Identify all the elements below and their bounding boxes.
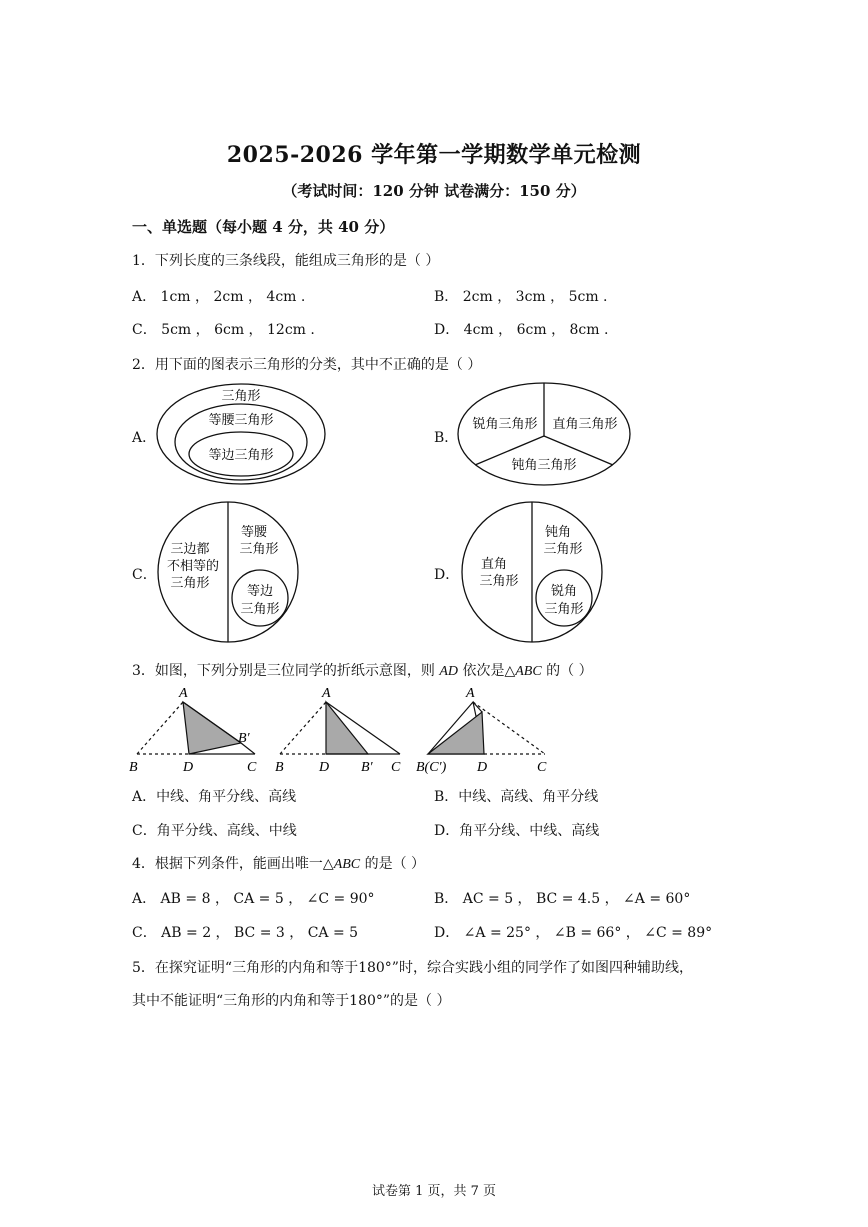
question-3-option-c[interactable]: C．角平分线、高线、中线 [132, 823, 297, 839]
label-equilateral-2: 三角形 [240, 602, 280, 617]
svg-text:A: A [466, 686, 475, 701]
svg-text:A: A [322, 686, 331, 701]
svg-text:C: C [391, 760, 401, 775]
circle-diagram-c [155, 500, 303, 646]
label-equilateral-1: 等边 [246, 584, 274, 599]
svg-text:D: D [477, 760, 488, 775]
label-obtuse: 钝角三角形 [511, 458, 577, 473]
label-scalene-2: 不相等的 [166, 559, 220, 574]
label-acute-2: 三角形 [544, 602, 584, 617]
fold-figure-2 [275, 686, 401, 775]
question-1-option-b[interactable]: B． 2cm ， 3cm ， 5cm . [434, 289, 608, 305]
question-4-option-a[interactable]: A． AB = 8 ， CA = 5 ， ∠C = 90° [132, 891, 375, 907]
question-3-stem: 3．如图，下列分别是三位同学的折纸示意图，则 AD 依次是△ABC 的（ ） [132, 663, 593, 679]
folding-figures [125, 682, 565, 778]
label-acute-1: 锐角 [550, 584, 578, 599]
label-acute: 锐角三角形 [472, 417, 538, 432]
svg-text:A: A [179, 686, 188, 701]
question-5-stem-line-2: 其中不能证明“三角形的内角和等于180°”的是（ ） [132, 993, 451, 1009]
triangle-abc: △ABC [322, 857, 361, 872]
section-heading: 一、单选题（每小题 4 分，共 40 分） [132, 218, 395, 236]
question-2-option-b-label[interactable]: B． [434, 430, 459, 446]
question-3-option-d[interactable]: D．角平分线、中线、高线 [434, 823, 600, 839]
fold-figure-3 [416, 686, 547, 775]
svg-text:B: B [129, 760, 138, 775]
label-scalene-3: 三角形 [170, 576, 210, 591]
svg-text:D: D [183, 760, 194, 775]
svg-text:B(C′): B(C′) [416, 760, 447, 775]
svg-text:B′: B′ [361, 760, 373, 775]
question-5-stem-line-1: 5．在探究证明“三角形的内角和等于180°”时，综合实践小组的同学作了如图四种辅助线， [132, 960, 693, 976]
label-equilateral: 等边三角形 [208, 448, 274, 463]
question-3-option-b[interactable]: B．中线、高线、角平分线 [434, 789, 599, 805]
label-scalene-1: 三边都 [170, 542, 210, 557]
question-2-stem: 2．用下面的图表示三角形的分类，其中不正确的是（ ） [132, 357, 482, 373]
question-4-option-b[interactable]: B． AC = 5 ， BC = 4.5 ， ∠A = 60° [434, 891, 691, 907]
question-4-option-c[interactable]: C． AB = 2 ， BC = 3 ， CA = 5 [132, 925, 359, 941]
pie-diagram-b [455, 380, 635, 488]
page-footer: 试卷第 1 页，共 7 页 [371, 1184, 497, 1199]
question-4-stem: 4．根据下列条件，能画出唯一△ABC 的是（ ） [132, 856, 426, 872]
label-right-1: 直角 [480, 557, 508, 572]
triangle-abc: △ABC [504, 664, 542, 679]
question-4-option-d[interactable]: D． ∠A = 25° ， ∠B = 66° ， ∠C = 89° [434, 925, 713, 941]
label-obtuse-1: 钝角 [544, 525, 572, 540]
label-isosceles-2: 三角形 [239, 542, 279, 557]
svg-text:B′: B′ [238, 731, 250, 746]
label-isosceles-1: 等腰 [240, 525, 268, 540]
circle-diagram-d [459, 500, 607, 646]
question-2-option-a-label[interactable]: A． [132, 430, 157, 446]
page-title: 2025-2026 学年第一学期数学单元检测 [226, 142, 642, 168]
svg-text:C: C [247, 760, 257, 775]
fold-figure-1 [129, 686, 257, 775]
question-2-option-d-label[interactable]: D． [434, 567, 460, 583]
segment-ad: AD [439, 664, 459, 679]
question-2-option-c-label[interactable]: C． [132, 567, 157, 583]
question-3-option-a[interactable]: A．中线、角平分线、高线 [132, 789, 297, 805]
svg-text:B: B [275, 760, 284, 775]
label-triangle: 三角形 [221, 389, 261, 404]
svg-text:C: C [537, 760, 547, 775]
question-1-option-a[interactable]: A． 1cm ， 2cm ， 4cm . [132, 289, 306, 305]
exam-info: （考试时间：120 分钟 试卷满分：150 分） [282, 182, 586, 200]
label-right: 直角三角形 [552, 417, 618, 432]
label-isosceles: 等腰三角形 [208, 413, 274, 428]
question-1-option-c[interactable]: C． 5cm ， 6cm ， 12cm . [132, 322, 315, 338]
venn-diagram-a [150, 382, 330, 486]
svg-text:D: D [319, 760, 330, 775]
label-obtuse-2: 三角形 [543, 542, 583, 557]
label-right-2: 三角形 [479, 574, 519, 589]
question-1-stem: 1．下列长度的三条线段，能组成三角形的是（ ） [132, 253, 440, 269]
question-1-option-d[interactable]: D． 4cm ， 6cm ， 8cm . [434, 322, 609, 338]
